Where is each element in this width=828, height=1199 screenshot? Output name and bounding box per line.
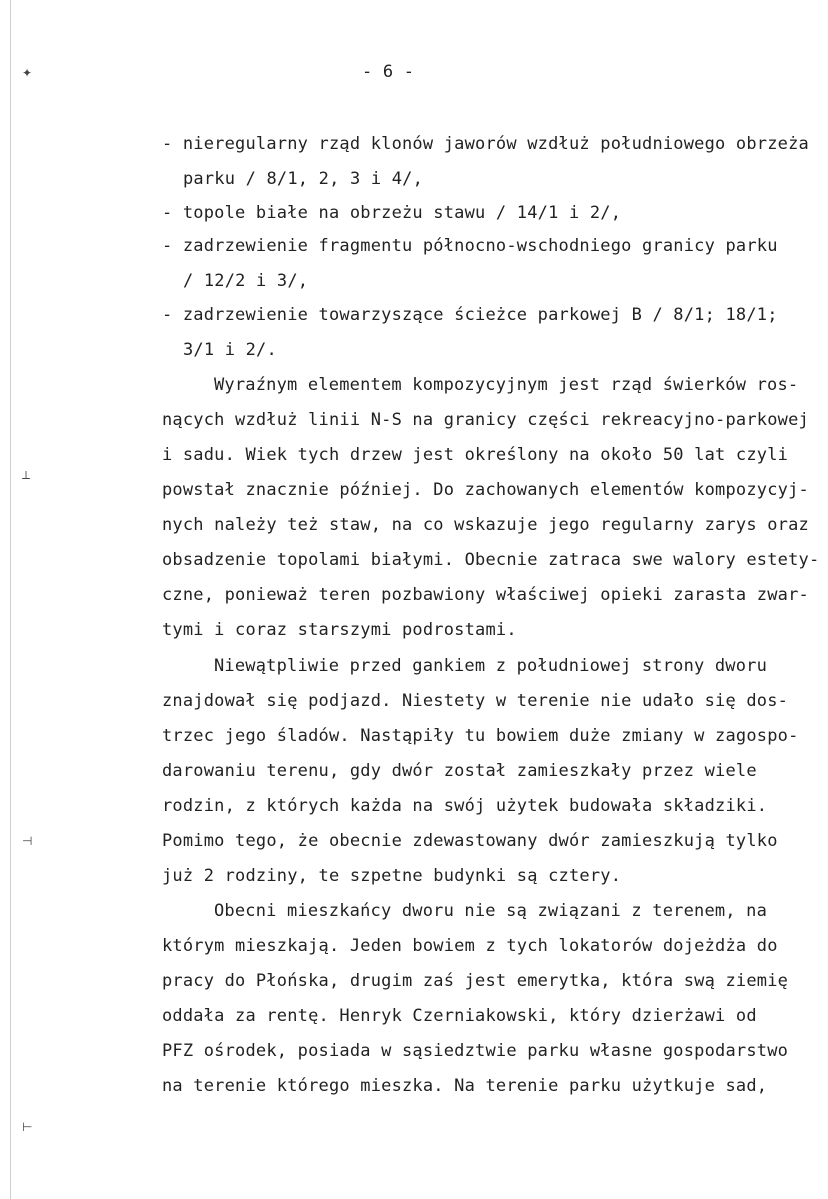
list-item-line: 3/1 i 2/. [183, 340, 277, 360]
paragraph-line: powstał znacznie później. Do zachowanych elementów kompozycyj- [162, 480, 809, 500]
paragraph-line: darowaniu terenu, gdy dwór został zamieszkały przez wiele [162, 761, 757, 781]
margin-mark: ⊣ [22, 834, 33, 848]
paragraph-line: oddała za rentę. Henryk Czerniakowski, który dzierżawi od [162, 1006, 757, 1026]
paragraph-line: tymi i coraz starszymi podrostami. [162, 620, 517, 640]
list-item-line: / 12/2 i 3/, [183, 271, 309, 291]
paragraph-line: którym mieszkają. Jeden bowiem z tych lokatorów dojeżdża do [162, 936, 778, 956]
paragraph-line: czne, ponieważ teren pozbawiony właściwej opieki zarasta zwar- [162, 585, 809, 605]
paragraph-line: rodzin, z których każda na swój użytek budowała składziki. [162, 796, 768, 816]
page-number: - 6 - [362, 62, 415, 82]
list-item-line: parku / 8/1, 2, 3 i 4/, [183, 169, 424, 189]
margin-mark: ⟂ [22, 468, 31, 482]
paragraph-line: trzec jego śladów. Nastąpiły tu bowiem duże zmiany w zagospo- [162, 726, 799, 746]
paragraph-line: obsadzenie topolami białymi. Obecnie zatraca swe walory estety- [162, 550, 820, 570]
paragraph-line: nych należy też staw, na co wskazuje jego regularny zarys oraz [162, 515, 809, 535]
paragraph-line: na terenie którego mieszka. Na terenie parku użytkuje sad, [162, 1076, 768, 1096]
paragraph-line: Obecni mieszkańcy dworu nie są związani z terenem, na [214, 901, 768, 921]
list-item-line: - zadrzewienie towarzyszące ścieżce parkowej B / 8/1; 18/1; [162, 305, 778, 325]
margin-mark: ⊢ [22, 1120, 33, 1134]
paragraph-line: pracy do Płońska, drugim zaś jest emerytka, która swą ziemię [162, 971, 789, 991]
list-item-line: - topole białe na obrzeżu stawu / 14/1 i 2/, [162, 203, 622, 223]
paragraph-line: Wyraźnym elementem kompozycyjnym jest rząd świerków ros- [214, 375, 799, 395]
list-item-line: - zadrzewienie fragmentu północno-wschodniego granicy parku [162, 236, 778, 256]
paragraph-line: znajdował się podjazd. Niestety w terenie nie udało się dos- [162, 691, 789, 711]
paragraph-line: PFZ ośrodek, posiada w sąsiedztwie parku własne gospodarstwo [162, 1041, 789, 1061]
paragraph-line: nących wzdłuż linii N-S na granicy części rekreacyjno-parkowej [162, 410, 809, 430]
paragraph-line: już 2 rodziny, te szpetne budynki są cztery. [162, 866, 622, 886]
paragraph-line: i sadu. Wiek tych drzew jest określony na około 50 lat czyli [162, 445, 789, 465]
paragraph-line: Pomimo tego, że obecnie zdewastowany dwór zamieszkują tylko [162, 831, 778, 851]
paragraph-line: Niewątpliwie przed gankiem z południowej strony dworu [214, 656, 768, 676]
list-item-line: - nieregularny rząd klonów jaworów wzdłuż południowego obrzeża [162, 134, 809, 154]
margin-mark: ✦ [22, 66, 33, 80]
